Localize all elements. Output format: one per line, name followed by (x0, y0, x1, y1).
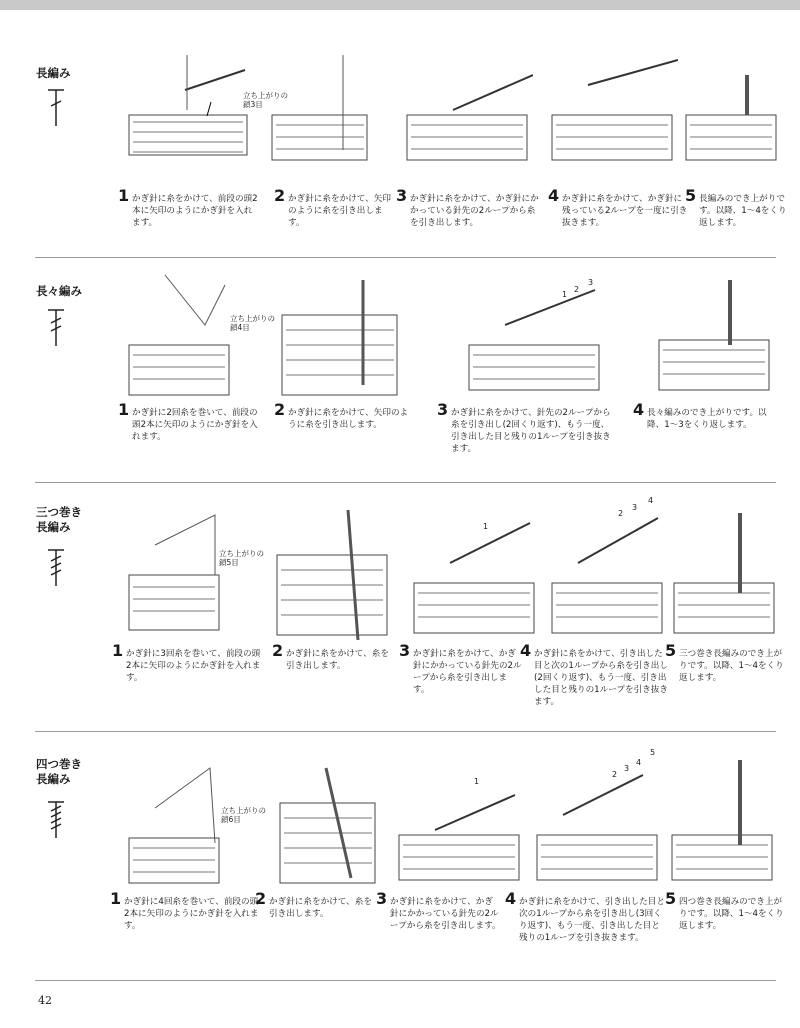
step-text: かぎ針に糸をかけて、引き出した目と次の1ループから糸を引き出し(3回くり返す)、もう一度、引き出した目と残りの1ループを引き抜きます。 (519, 897, 665, 943)
step-3-illustration (403, 55, 533, 165)
double-crochet-symbol (46, 88, 66, 128)
loop-mark: 2 (574, 285, 580, 294)
triple-treble-symbol (46, 548, 66, 588)
step-5-illustration (682, 55, 782, 165)
step-1-illustration (125, 270, 235, 400)
step-text: かぎ針に糸をかけて、矢印のように糸を引き出します。 (288, 194, 391, 228)
callout-line: 鎖6目 (221, 815, 241, 824)
callout-line: 立ち上がりの (243, 91, 288, 100)
section-title: 四つ巻き 長編み (36, 757, 82, 786)
loop-mark: 5 (650, 748, 656, 757)
loop-mark: 2 (618, 509, 624, 518)
step-2-illustration (268, 55, 378, 165)
step-number: 1 (112, 641, 124, 660)
step-3-illustration (465, 285, 605, 395)
step-text: かぎ針に糸をかけて、糸を引き出します。 (269, 897, 372, 919)
loop-mark: 3 (624, 764, 630, 773)
step-2-illustration (278, 270, 403, 400)
section-divider (35, 731, 776, 732)
step-5-illustration (668, 745, 778, 885)
top-gray-bar (0, 0, 800, 10)
step-text: 長々編みのでき上がりです。以降、1〜3をくり返します。 (647, 408, 767, 430)
loop-mark: 3 (632, 503, 638, 512)
step-text: かぎ針に糸をかけて、矢印のように糸を引き出します。 (288, 408, 409, 430)
step-text: かぎ針に3回糸を巻いて、前段の頭2本に矢印のようにかぎ針を入れます。 (126, 649, 261, 683)
step-5-illustration (670, 498, 780, 638)
step-number: 3 (437, 400, 449, 419)
page-number: 42 (38, 994, 52, 1007)
section-divider (35, 980, 776, 981)
loop-mark: 3 (588, 278, 594, 287)
section-divider (35, 257, 776, 258)
step-1-illustration (125, 50, 255, 160)
section-title: 長編み (36, 66, 71, 80)
callout-line: 立ち上がりの (221, 806, 266, 815)
step-text: かぎ針に糸をかけて、かぎ針にかかっている針先の2ループから糸を引き出します。 (413, 649, 522, 695)
step-2-illustration (273, 505, 398, 645)
loop-mark: 2 (612, 770, 618, 779)
callout-line: 鎖4目 (230, 323, 250, 332)
step-4-illustration (548, 55, 678, 165)
step-number: 1 (118, 186, 130, 205)
step-number: 2 (274, 186, 286, 205)
section-title: 三つ巻き 長編み (36, 505, 82, 534)
step-number: 4 (520, 641, 532, 660)
callout-line: 鎖5目 (219, 558, 239, 567)
step-number: 1 (110, 889, 122, 908)
section-title: 長々編み (36, 284, 82, 298)
step-number: 1 (118, 400, 130, 419)
step-1-illustration (125, 748, 235, 888)
step-number: 2 (255, 889, 267, 908)
step-text: かぎ針に糸をかけて、前段の頭2本に矢印のようにかぎ針を入れます。 (132, 194, 258, 228)
step-3-illustration (395, 755, 525, 885)
step-text: かぎ針に糸をかけて、針先の2ループから糸を引き出し(2回くり返す)、もう一度、引き出した目と残りの1ループを引き抜きます。 (451, 408, 611, 454)
step-number: 4 (505, 889, 517, 908)
step-text: 四つ巻き長編みのでき上がりです。以降、1〜4をくり返します。 (679, 897, 784, 931)
callout-line: 立ち上がりの (230, 314, 275, 323)
step-3-illustration (410, 508, 540, 638)
step-number: 4 (633, 400, 645, 419)
chain-callout (230, 314, 275, 332)
chain-callout (219, 549, 264, 567)
step-text: かぎ針に4回糸を巻いて、前段の頭2本に矢印のようにかぎ針を入れます。 (124, 897, 259, 931)
step-number: 5 (685, 186, 697, 205)
step-number: 3 (399, 641, 411, 660)
step-number: 5 (665, 889, 677, 908)
step-text: かぎ針に糸をかけて、かぎ針にかかっている針先の2ループから糸を引き出します。 (390, 897, 501, 931)
step-text: かぎ針に糸をかけて、引き出した目と次の1ループから糸を引き出し(2回くり返す)、もう一度、引き出した目と残りの1ループを引き抜きます。 (534, 649, 668, 707)
step-4-illustration (533, 755, 663, 885)
step-number: 4 (548, 186, 560, 205)
step-2-illustration (276, 748, 386, 888)
callout-line: 立ち上がりの (219, 549, 264, 558)
loop-mark: 4 (636, 758, 642, 767)
step-text: かぎ針に糸をかけて、かぎ針にかかっている針先の2ループから糸を引き出します。 (410, 194, 539, 228)
chain-callout (221, 806, 266, 824)
step-number: 3 (396, 186, 408, 205)
loop-mark: 1 (562, 290, 568, 299)
step-number: 3 (376, 889, 388, 908)
step-number: 2 (272, 641, 284, 660)
step-text: 三つ巻き長編みのでき上がりです。以降、1〜4をくり返します。 (679, 649, 784, 683)
callout-line: 鎖3目 (243, 100, 263, 109)
loop-mark: 1 (483, 522, 489, 531)
step-text: 長編みのでき上がりです。以降、1〜4をくり返します。 (699, 194, 787, 228)
loop-mark: 1 (474, 777, 480, 786)
step-number: 5 (665, 641, 677, 660)
step-4-illustration (655, 265, 775, 395)
quadruple-treble-symbol (46, 800, 66, 840)
step-4-illustration (548, 508, 668, 638)
step-text: かぎ針に2回糸を巻いて、前段の頭2本に矢印のようにかぎ針を入れます。 (132, 408, 258, 442)
treble-crochet-symbol (46, 308, 66, 348)
loop-mark: 4 (648, 496, 654, 505)
section-divider (35, 482, 776, 483)
step-number: 2 (274, 400, 286, 419)
step-text: かぎ針に糸をかけて、かぎ針に残っている2ループを一度に引き抜きます。 (562, 194, 688, 228)
step-text: かぎ針に糸をかけて、糸を引き出します。 (286, 649, 389, 671)
